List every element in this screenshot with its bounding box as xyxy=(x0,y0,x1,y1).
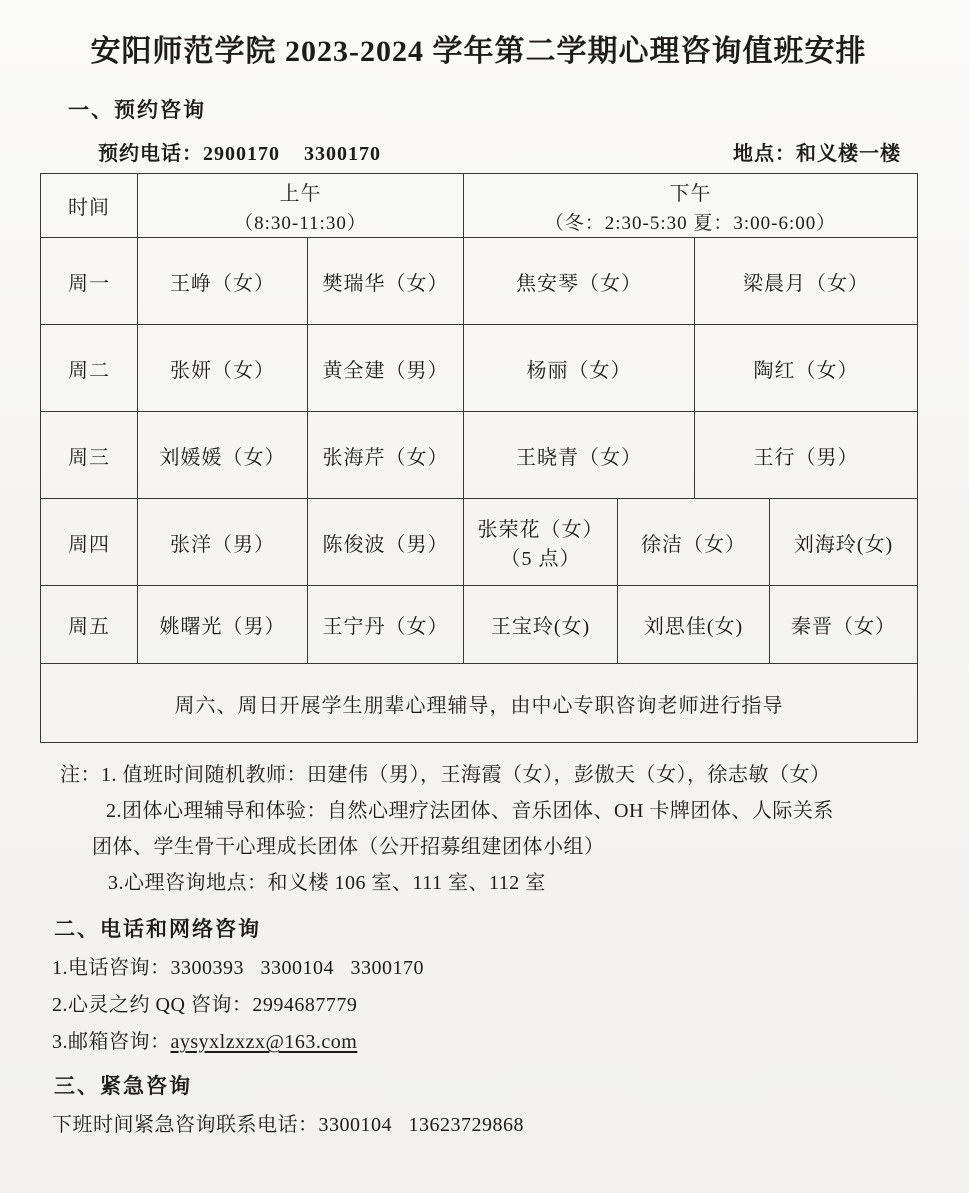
document-title: 安阳师范学院 2023-2024 学年第二学期心理咨询值班安排 xyxy=(90,35,867,68)
email-label: 3.邮箱咨询： xyxy=(52,1031,171,1053)
counselor-cell xyxy=(308,325,464,412)
booking-phone-label: 预约电话： xyxy=(98,143,203,165)
header-morning-hours: （8:30-11:30） xyxy=(234,212,367,234)
counselor-name: 徐洁（女） xyxy=(641,533,746,556)
counselor-name: 陶红（女） xyxy=(753,359,859,382)
counselor-name: 刘媛媛（女） xyxy=(159,446,286,469)
phone-consult-line: 1.电话咨询：3300393 3300104 3300170 xyxy=(52,957,424,979)
schedule-table xyxy=(40,173,918,743)
counselor-cell xyxy=(308,412,464,499)
table-row-monday xyxy=(41,238,918,325)
counselor-cell xyxy=(138,412,308,499)
counselor-name: 张荣花（女） xyxy=(477,519,604,541)
header-morning-label: 上午 xyxy=(279,182,322,205)
table-weekend-note-row xyxy=(41,664,918,743)
day-label-text: 周四 xyxy=(68,533,110,556)
notes-block xyxy=(40,757,925,901)
counselor-name: 姚曙光（男） xyxy=(159,616,286,638)
counselor-cell xyxy=(138,499,308,586)
counselor-cell xyxy=(770,586,918,664)
note-line-3: 团体、学生骨干心理成长团体（公开招募组建团体小组） xyxy=(92,836,605,858)
note-line-1: 注：1. 值班时间随机教师：田建伟（男），王海霞（女），彭傲天（女），徐志敏（女） xyxy=(60,764,831,786)
note-line-4: 3.心理咨询地点：和义楼 106 室、111 室、112 室 xyxy=(108,872,546,894)
day-label xyxy=(41,325,138,412)
counselor-cell xyxy=(308,238,464,325)
counselor-name: 王宁丹（女） xyxy=(322,616,449,638)
counselor-cell xyxy=(308,499,464,586)
counselor-name: 王晓青（女） xyxy=(516,446,642,469)
counselor-time-note: （5 点） xyxy=(500,548,581,570)
email-link[interactable]: aysyxlzxzx@163.com xyxy=(170,1031,358,1053)
email-consult-line xyxy=(52,1030,969,1054)
weekend-note-text: 周六、周日开展学生朋辈心理辅导，由中心专职咨询老师进行指导 xyxy=(174,694,784,717)
counselor-cell xyxy=(695,238,918,325)
counselor-cell xyxy=(464,586,618,664)
counselor-cell xyxy=(138,238,308,325)
header-time xyxy=(41,174,138,238)
counselor-name: 刘海玲(女) xyxy=(793,533,894,556)
counselor-name: 张妍（女） xyxy=(170,359,275,382)
counselor-cell xyxy=(138,586,308,664)
counselor-name: 樊瑞华（女） xyxy=(322,272,449,295)
note-line-2: 2.团体心理辅导和体验：自然心理疗法团体、音乐团体、OH 卡牌团体、人际关系 xyxy=(106,800,834,822)
counselor-cell xyxy=(618,499,770,586)
counselor-cell xyxy=(464,412,695,499)
counselor-cell xyxy=(464,499,618,586)
counselor-name: 焦安琴（女） xyxy=(516,272,642,295)
booking-phone xyxy=(40,137,381,166)
day-label-text: 周一 xyxy=(68,272,110,295)
day-label xyxy=(41,499,138,586)
day-label-text: 周三 xyxy=(68,446,110,469)
day-label xyxy=(41,238,138,325)
table-row-wednesday xyxy=(41,412,918,499)
table-row-thursday xyxy=(41,499,918,586)
counselor-cell xyxy=(695,412,918,499)
counselor-name: 王峥（女） xyxy=(170,272,275,295)
counselor-cell xyxy=(618,586,770,664)
counselor-cell xyxy=(695,325,918,412)
booking-info-row xyxy=(40,137,901,166)
booking-phone-numbers: 2900170 3300170 xyxy=(203,143,381,165)
header-afternoon xyxy=(464,174,918,238)
counselor-name: 秦晋（女） xyxy=(791,616,897,638)
counselor-name: 刘思佳(女) xyxy=(643,616,744,638)
counselor-cell xyxy=(138,325,308,412)
qq-consult-line: 2.心灵之约 QQ 咨询：2994687779 xyxy=(52,994,358,1016)
table-row-friday xyxy=(41,586,918,664)
section-3-heading: 三、紧急咨询 xyxy=(54,1075,192,1098)
counselor-name: 黄全建（男） xyxy=(322,359,449,382)
header-morning xyxy=(138,174,464,238)
emergency-phone-line: 下班时间紧急咨询联系电话：3300104 13623729868 xyxy=(52,1114,524,1136)
table-header-row xyxy=(41,174,918,238)
day-label xyxy=(41,586,138,664)
day-label-text: 周五 xyxy=(68,616,110,638)
header-afternoon-hours: （冬：2:30-5:30 夏：3:00-6:00） xyxy=(544,212,837,234)
counselor-cell xyxy=(308,586,464,664)
counselor-cell xyxy=(464,325,695,412)
counselor-cell xyxy=(770,499,918,586)
counselor-name: 梁晨月（女） xyxy=(743,272,870,295)
section-1-heading: 一、预约咨询 xyxy=(68,99,206,122)
header-afternoon-label: 下午 xyxy=(669,182,712,205)
counselor-name: 张洋（男） xyxy=(170,533,275,556)
counselor-name: 杨丽（女） xyxy=(526,359,632,382)
table-row-tuesday xyxy=(41,325,918,412)
weekend-note-cell xyxy=(41,664,918,743)
counselor-name: 王宝玲(女) xyxy=(490,616,591,638)
day-label-text: 周二 xyxy=(68,359,110,382)
counselor-name: 陈俊波（男） xyxy=(322,533,449,556)
counselor-name: 张海芹（女） xyxy=(322,446,449,469)
location-text: 地点：和义楼一楼 xyxy=(733,143,901,165)
day-label xyxy=(41,412,138,499)
counselor-cell xyxy=(464,238,695,325)
section-2-heading: 二、电话和网络咨询 xyxy=(54,918,261,941)
counselor-name: 王行（男） xyxy=(753,446,859,469)
header-time-label: 时间 xyxy=(68,197,110,219)
